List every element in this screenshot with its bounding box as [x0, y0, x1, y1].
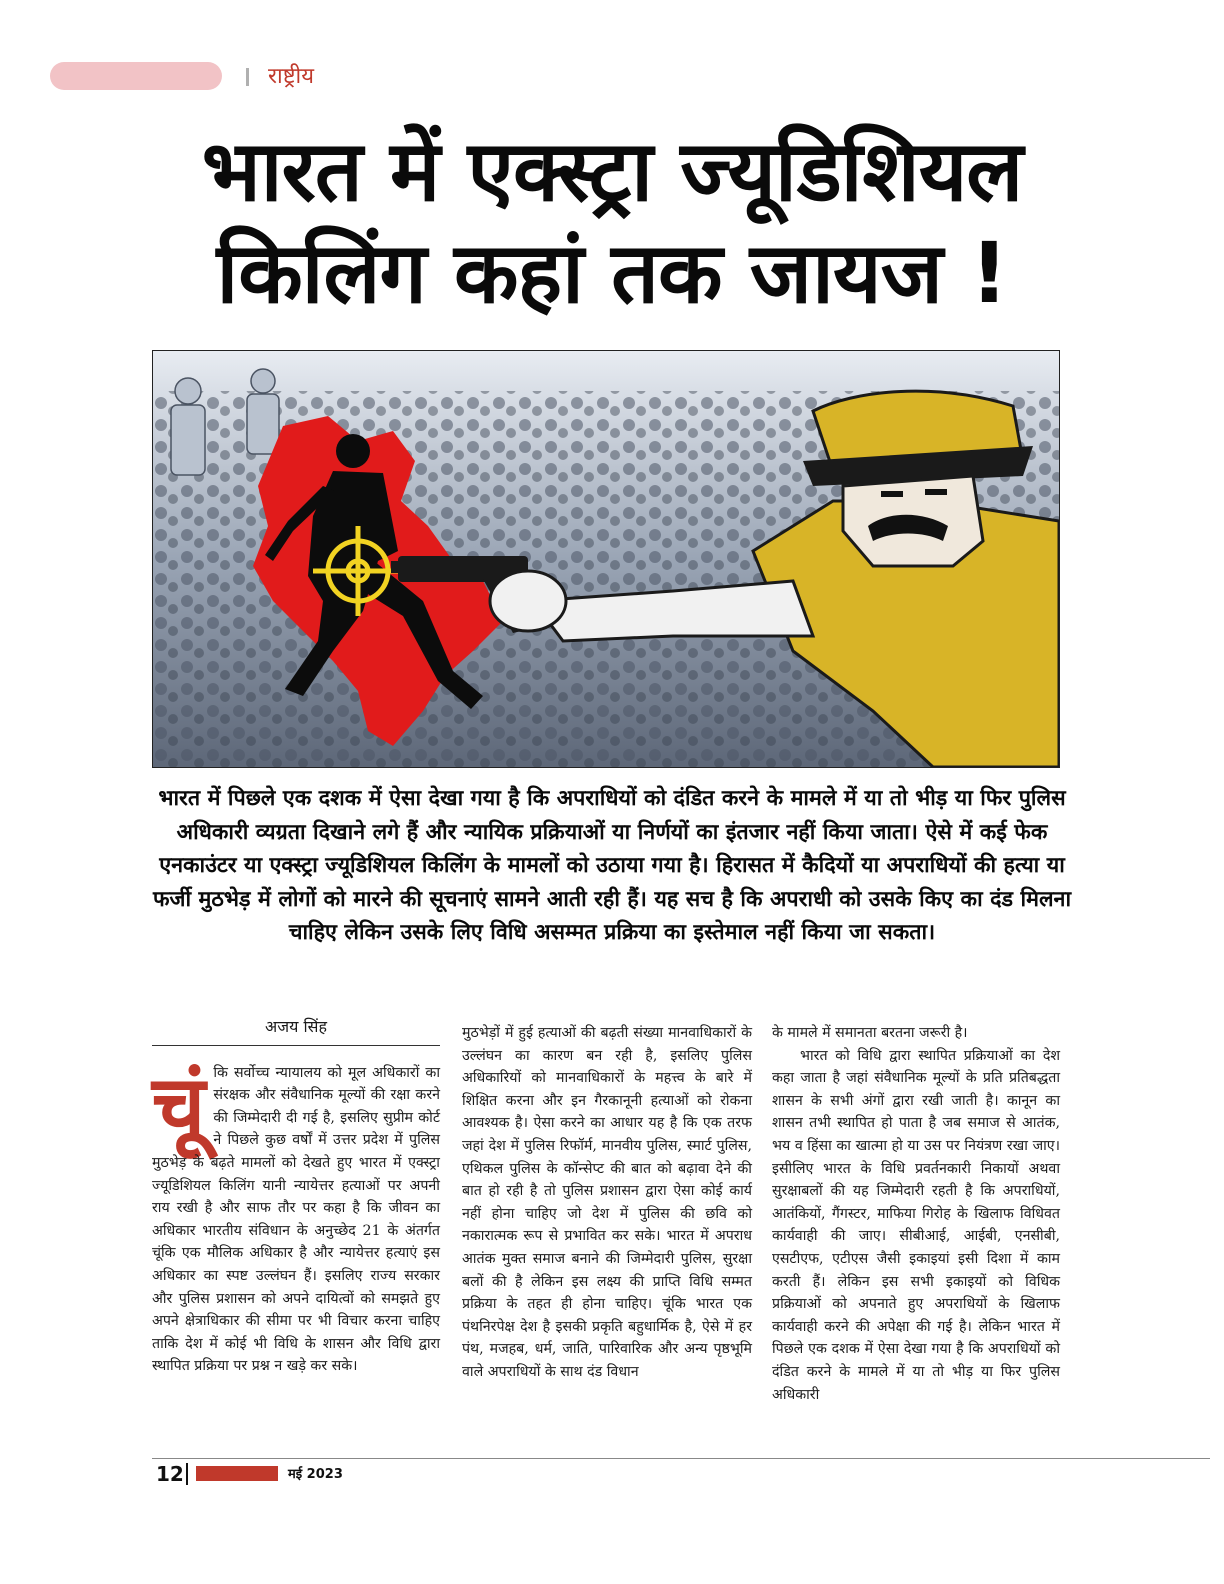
magazine-logo: [196, 1466, 278, 1481]
body-paragraph: कि सर्वोच्च न्यायालय को मूल अधिकारों का संरक्षक और संवैधानिक मूल्यों की रक्षा करने की जिम्मेदारी दी गई है, इसलिए सुप्रीम कोर्ट ने पिछले कुछ वर्षों में उत्तर प्रदेश में पुलिस मुठभेड़ के बढ़ते मामलों को देखते हुए भारत में एक्स्ट्रा ज्यूडिशियल किलिंग यानी न्यायेत्तर हत्याओं पर अपनी राय रखी है और साफ तौर पर कहा है कि जीवन का अधिकार भारतीय संविधान के अनुच्छेद 21 के अंतर्गत चूंकि एक मौलिक अधिकार है और न्यायेत्तर हत्याएं इस अधिकार का स्पष्ट उल्लंघन हैं। इसलिए राज्य सरकार और पुलिस प्रशासन को अपने दायित्वों को समझते हुए अपने क्षेत्राधिकार की सीमा पर भी विचार करना चाहिए ताकि देश में कोई भी विधि के शासन और विधि द्वारा स्थापित प्रक्रिया पर प्रश्न न खड़े कर सके।: [152, 1064, 440, 1375]
headline-line-2: किलिंग कहां तक जायज !: [216, 224, 1008, 322]
section-divider: [246, 68, 249, 86]
hero-illustration: [152, 350, 1060, 768]
footer-rule: [152, 1458, 1210, 1459]
article-headline: [60, 120, 1164, 324]
body-paragraph: के मामले में समानता बरतना जरूरी है।: [772, 1025, 968, 1041]
footer-divider: [186, 1463, 188, 1485]
body-paragraph: मुठभेड़ों में हुई हत्याओं की बढ़ती संख्या मानवाधिकारों के उल्लंघन का कारण बन रही है, इसलिए पुलिस अधिकारियों को मानवाधिकारों के महत्त्व के बारे में शिक्षित करना और इन गैरकानूनी हत्याओं को रोकना आवश्यक है। ऐसा करने का आधार यह है कि एक तरफ जहां देश में पुलिस रिफॉर्म, मानवीय पुलिस, स्मार्ट पुलिस, एथिकल पुलिस के कॉन्सेप्ट की बात को बढ़ावा देने की बात हो रही है तो पुलिस प्रशासन द्वारा ऐसा कोई कार्य नहीं होना चाहिए जो देश में पुलिस की छवि को नकारात्मक रूप से प्रभावित कर सके। भारत में अपराध आतंक मुक्त समाज बनाने की जिम्मेदारी पुलिस, सुरक्षा बलों की है लेकिन इस लक्ष्य की प्राप्ति विधि सम्मत प्रक्रिया के तहत ही होना चाहिए। चूंकि भारत एक पंथनिरपेक्ष देश है इसकी प्रकृति बहुधार्मिक है, ऐसे में हर पंथ, मजहब, धर्म, जाति, पारिवारिक और अन्य पृष्ठभूमि वाले अपराधियों के साथ दंड विधान: [462, 1025, 752, 1380]
page-number: 12: [156, 1462, 184, 1486]
section-pill: [50, 62, 222, 90]
body-column-1: [152, 1016, 440, 1378]
headline-line-1: भारत में एक्स्ट्रा ज्यूडिशियल: [201, 122, 1023, 220]
body-column-3: [772, 1022, 1060, 1406]
body-column-2: [462, 1022, 752, 1384]
body-paragraph: भारत को विधि द्वारा स्थापित प्रक्रियाओं का देश कहा जाता है जहां संवैधानिक मूल्यों के प्रति प्रतिबद्धता शासन के सभी अंगों द्वारा रखी जाती है। कानून का शासन तभी स्थापित हो पाता है जब समाज से आतंक, भय व हिंसा का खात्मा हो या उस पर नियंत्रण रखा जाए। इसीलिए भारत के विधि प्रवर्तनकारी निकायों अथवा सुरक्षाबलों की यह जिम्मेदारी रहती है कि अपराधियों, आतंकियों, गैंगस्टर, माफिया गिरोह के खिलाफ विधिवत कार्यवाही की जाए। सीबीआई, आईबी, एनसीबी, एसटीएफ, एटीएस जैसी इकाइयां इसी दिशा में काम करती हैं। लेकिन इस सभी इकाइयों को विधिक प्रक्रियाओं को अपनाते हुए अपराधियों के खिलाफ कार्यवाही करने की अपेक्षा की गई है। लेकिन भारत में पिछले एक दशक में ऐसा देखा गया है कि अपराधियों को दंडित करने के मामले में या तो भीड़ या फिर पुलिस अधिकारी: [772, 1047, 1060, 1403]
drop-cap: चूं: [152, 1056, 206, 1155]
hand: [490, 571, 566, 631]
section-label: राष्ट्रीय: [268, 64, 315, 89]
issue-date: मई 2023: [288, 1467, 343, 1482]
author-byline: अजय सिंह: [152, 1016, 440, 1046]
encounter-illustration: [153, 351, 1059, 767]
article-standfirst: भारत में पिछले एक दशक में ऐसा देखा गया है कि अपराधियों को दंडित करने के मामले में या तो भीड़ या फिर पुलिस अधिकारी व्यग्रता दिखाने लगे हैं और न्यायिक प्रक्रियाओं या निर्णयों का इंतजार नहीं किया जाता। ऐसे में कई फेक एनकाउंटर या एक्स्ट्रा ज्यूडिशियल किलिंग के मामलों को उठाया गया है। हिरासत में कैदियों या अपराधियों की हत्या या फर्जी मुठभेड़ में लोगों को मारने की सूचनाएं सामने आती रही हैं। यह सच है कि अपराधी को उसके किए का दंड मिलना चाहिए लेकिन उसके लिए विधि असम्मत प्रक्रिया का इस्तेमाल नहीं किया जा सकता।: [152, 786, 1072, 945]
